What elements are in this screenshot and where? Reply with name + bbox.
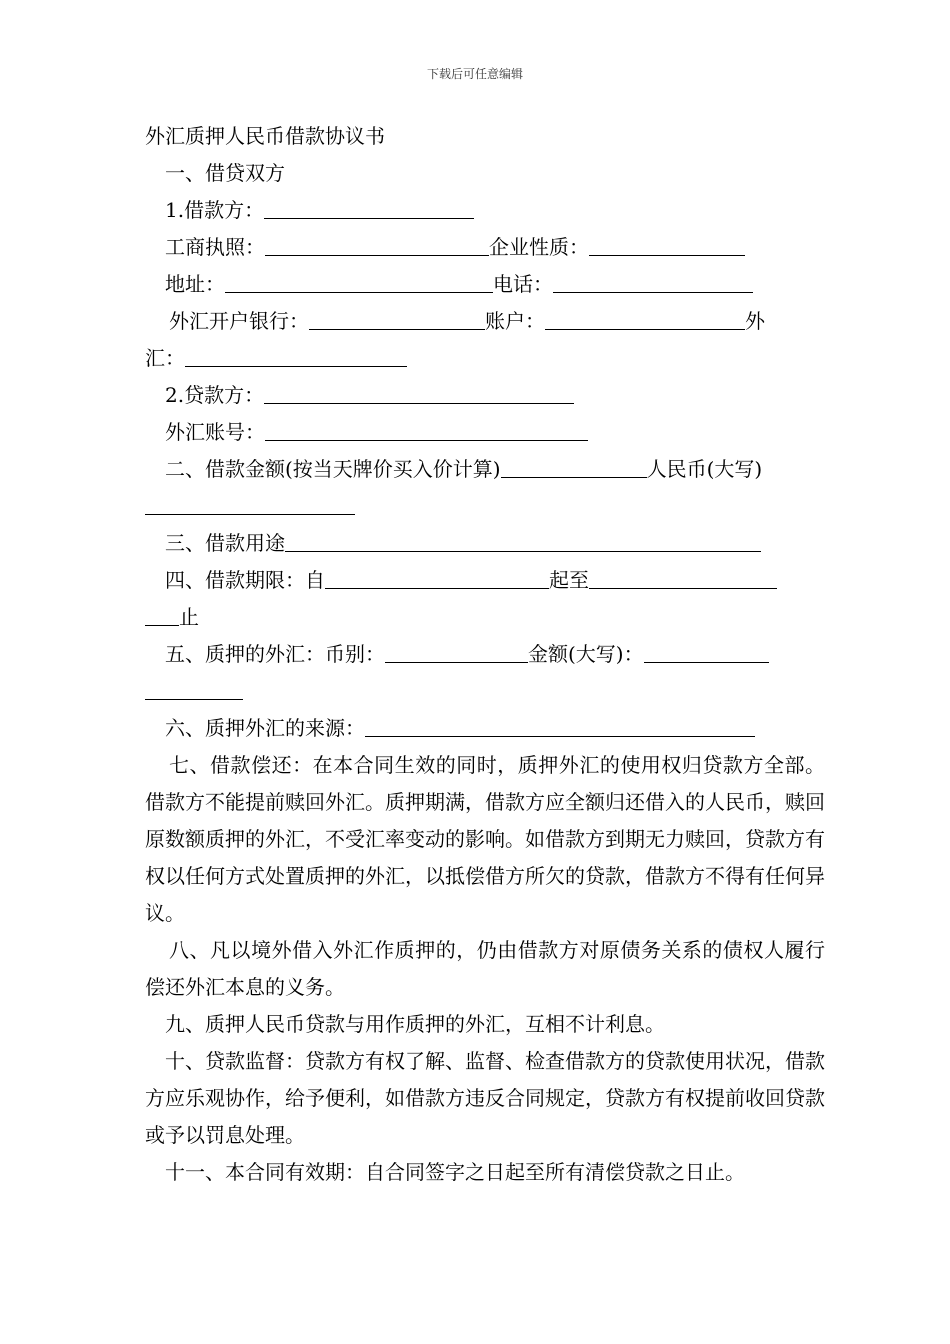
phone-blank[interactable] xyxy=(553,270,753,293)
fx-account-label: 外汇账号： xyxy=(165,420,265,444)
clause-supervision: 十、贷款监督：贷款方有权了解、监督、检查借款方的贷款使用状况，借款方应乐观协作，给予便利，如借款方违反合同规定，贷款方有权提前收回贷款或予以罚息处理。 xyxy=(145,1049,825,1147)
amount-uppercase-blank-continued[interactable] xyxy=(145,677,243,700)
borrower-label: 1.借款方： xyxy=(165,198,265,222)
rmb-uppercase-blank[interactable] xyxy=(145,492,355,515)
loan-purpose-blank[interactable] xyxy=(285,529,761,552)
agreement-body xyxy=(145,118,825,1191)
loan-amount-blank[interactable] xyxy=(501,455,647,478)
fx-blank[interactable] xyxy=(185,344,407,367)
amount-uppercase-label: 金额(大写)： xyxy=(528,642,644,666)
loan-purpose-label: 三、借款用途 xyxy=(165,531,285,555)
pledged-fx-continued-line xyxy=(145,673,825,710)
loan-term-label: 四、借款期限：自 xyxy=(165,568,325,592)
clause-validity: 十一、本合同有效期：自合同签字之日起至所有清偿贷款之日止。 xyxy=(165,1160,745,1184)
fx-account-line xyxy=(145,414,825,451)
document-title: 外汇质押人民币借款协议书 xyxy=(145,124,385,148)
address-line xyxy=(145,266,825,303)
clause-offshore-borrowing: 八、凡以境外借入外汇作质押的，仍由借款方对原债务关系的债权人履行偿还外汇本息的义务。 xyxy=(145,938,825,999)
clause-repayment: 七、借款偿还：在本合同生效的同时，质押外汇的使用权归贷款方全部。借款方不能提前赎回外汇。质押期满，借款方应全额归还借入的人民币，赎回原数额质押的外汇，不受汇率变动的影响。如借款方到期无力赎回，贷款方有权以任何方式处置质押的外汇，以抵偿借方所欠的贷款，借款方不得有任何异议。 xyxy=(145,753,825,925)
account-blank[interactable] xyxy=(545,307,745,330)
fx-account-blank[interactable] xyxy=(265,418,588,441)
fx-bank-line xyxy=(145,303,825,340)
pledged-fx-line xyxy=(145,636,825,673)
loan-purpose-line xyxy=(145,525,825,562)
term-start-blank[interactable] xyxy=(325,566,549,589)
license-line xyxy=(145,229,825,266)
account-label: 账户： xyxy=(485,309,545,333)
license-blank[interactable] xyxy=(265,233,489,256)
borrower-blank[interactable] xyxy=(264,196,474,219)
phone-label: 电话： xyxy=(493,272,553,296)
borrower-line xyxy=(145,192,825,229)
fx-source-line xyxy=(145,710,825,747)
loan-amount-label: 二、借款金额(按当天牌价买入价计算) xyxy=(165,457,501,481)
fx-label-continued: 汇： xyxy=(145,346,185,370)
fx-source-label: 六、质押外汇的来源： xyxy=(165,716,365,740)
pledged-fx-label: 五、质押的外汇：币别： xyxy=(165,642,385,666)
fx-bank-blank[interactable] xyxy=(309,307,485,330)
fx-label-wrap: 外 xyxy=(745,309,765,333)
rmb-uppercase-label: 人民币(大写) xyxy=(646,457,763,481)
fx-line xyxy=(145,340,825,377)
lender-blank[interactable] xyxy=(264,381,574,404)
lender-line xyxy=(145,377,825,414)
clause-no-interest: 九、质押人民币贷款与用作质押的外汇，互相不计利息。 xyxy=(165,1012,665,1036)
nature-label: 企业性质： xyxy=(489,235,589,259)
currency-blank[interactable] xyxy=(385,640,528,663)
page-header: 下载后可任意编辑 xyxy=(426,67,523,81)
term-end-blank-continued[interactable] xyxy=(145,603,179,626)
term-end-label: 止 xyxy=(179,605,199,629)
fx-source-blank[interactable] xyxy=(365,714,755,737)
loan-term-line xyxy=(145,562,825,599)
lender-label: 2.贷款方： xyxy=(165,383,265,407)
fx-bank-label: 外汇开户银行： xyxy=(169,309,309,333)
address-label: 地址： xyxy=(165,272,225,296)
amount-uppercase-blank[interactable] xyxy=(644,640,769,663)
address-blank[interactable] xyxy=(225,270,493,293)
section-heading-parties: 一、借贷双方 xyxy=(165,161,285,185)
loan-amount-line xyxy=(145,451,825,488)
loan-term-end-line xyxy=(145,599,825,636)
term-to-label: 起至 xyxy=(549,568,589,592)
rmb-uppercase-line xyxy=(145,488,825,525)
license-label: 工商执照： xyxy=(165,235,265,259)
term-end-blank[interactable] xyxy=(589,566,777,589)
nature-blank[interactable] xyxy=(589,233,745,256)
